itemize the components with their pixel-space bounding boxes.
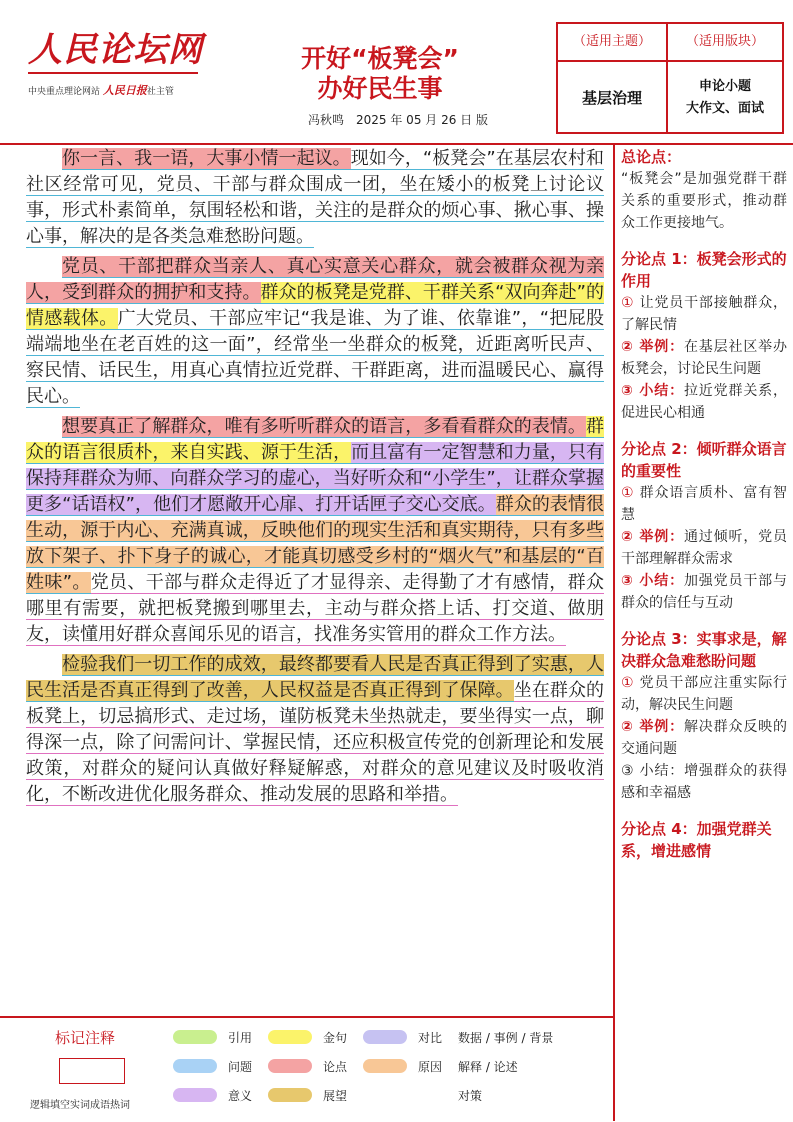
item-mark: ② 举例： xyxy=(621,339,684,355)
logo-subtitle xyxy=(28,82,203,98)
sub-point-2-title: 分论点 2：倾听群众语言的重要性 xyxy=(621,440,787,480)
legend-label: 金句 xyxy=(323,1031,348,1045)
item-text: 加强党员干部与群众的信任与互动 xyxy=(621,573,788,611)
item-mark: ③ xyxy=(621,763,635,779)
title-line-2: 办好民生事 xyxy=(317,74,443,103)
outline-sidebar xyxy=(621,146,787,876)
item-mark: ② 举例： xyxy=(621,719,684,735)
legend-label: 展望 xyxy=(323,1089,348,1103)
item-text: 让党员干部接触群众，了解民情 xyxy=(621,295,788,333)
logo-sub-brand: 人民日报 xyxy=(102,84,147,97)
legend-swatch xyxy=(268,1030,312,1044)
paragraph-1 xyxy=(26,146,604,250)
sub-point-1-title: 分论点 1：板凳会形式的作用 xyxy=(621,250,787,290)
legend-extra-2: 解释 / 论述 xyxy=(458,1060,518,1074)
total-thesis xyxy=(621,146,787,234)
section-tag-line-1: 申论小题 xyxy=(698,79,751,94)
legend-swatch xyxy=(363,1030,407,1044)
logo-sub-right: 社主管 xyxy=(146,87,174,97)
text-run: 党员、干部把群众当亲人、真心实意关心群众，就会被群众视为亲人，受到群众的拥护和支持。 xyxy=(26,256,604,303)
sub-point-1 xyxy=(621,248,787,424)
column-divider xyxy=(613,143,615,1121)
legend-label: 问题 xyxy=(228,1060,253,1074)
legend-label: 意义 xyxy=(228,1089,253,1103)
text-run: 想要真正了解群众，唯有多听听群众的语言，多看看群众的表情。 xyxy=(62,416,586,437)
legend-title: 标记注释 xyxy=(55,1029,116,1047)
legend-label: 对比 xyxy=(418,1031,443,1045)
sub-point-4 xyxy=(621,818,787,862)
text-run: 群众的表情很生动，源于内心、充满真诚，反映他们的现实生活和真实期待，只有多些放下架子、扑下身子的诚心，才能真切感受乡村的“烟火气”和基层的“百姓味”。 xyxy=(26,494,605,593)
paragraph-4 xyxy=(26,652,604,808)
item-mark: ① xyxy=(621,485,635,501)
article-body xyxy=(26,146,604,812)
paragraph-3 xyxy=(26,414,604,648)
text-run: 坐在群众的板凳上，切忌搞形式、走过场，谨防板凳未坐热就走，要坐得实一点，聊得深一点，除了问需问计、掌握民情，还应积极宣传党的创新理论和发展政策，对群众的疑问认真做好释疑解惑，对群众的意见建议及时吸收消化，不断改进优化服务群众、推动发展的思路和举措。 xyxy=(26,680,605,805)
item-text: 党员干部应注重实际行动，解决民生问题 xyxy=(621,675,788,713)
paragraph-2 xyxy=(26,254,604,410)
title-line-1: 开好“板凳会” xyxy=(301,44,459,73)
text-run: 党员、干部与群众走得近了才显得亲、走得勤了才有感情，群众哪里有需要，就把板凳搬到哪里去，主动与群众搭上话、打交道、做朋友，读懂用好群众喜闻乐见的语言，找准务实管用的群众工作方法。 xyxy=(26,572,604,645)
item-mark: ① xyxy=(621,295,635,311)
item-mark: ① xyxy=(621,675,635,691)
section-tag-label: （适用版块） xyxy=(668,24,782,62)
bottom-divider xyxy=(0,1016,613,1018)
legend-swatch xyxy=(173,1059,217,1073)
total-thesis-title: 总论点： xyxy=(621,148,682,166)
item-text: 解决群众反映的交通问题 xyxy=(621,719,788,757)
legend-sample-box xyxy=(59,1058,125,1084)
theme-tag-value: 基层治理 xyxy=(581,89,642,107)
theme-tag-box xyxy=(556,22,668,134)
item-mark: ② 举例： xyxy=(621,529,684,545)
sub-point-4-title: 分论点 4：加强党群关系，增进感情 xyxy=(621,820,772,860)
logo-sub-left: 中央重点理论网站 xyxy=(28,87,101,97)
logo-rule xyxy=(28,72,198,74)
item-text: 群众语言质朴、富有智慧 xyxy=(621,485,788,523)
item-text: 通过倾听，党员干部理解群众需求 xyxy=(621,529,788,567)
text-run: 你一言、我一语，大事小情一起议。 xyxy=(62,148,351,169)
legend-swatch xyxy=(268,1059,312,1073)
logo-text: 人民论坛网 xyxy=(28,30,203,70)
text-run: 群众的语言很质朴，来自实践、源于生活， xyxy=(26,416,604,463)
legend-label: 论点 xyxy=(323,1060,348,1074)
item-text: 小结：增强群众的获得感和幸福感 xyxy=(621,763,788,801)
item-text: 在基层社区举办板凳会，讨论民生问题 xyxy=(621,339,788,377)
total-thesis-text: “板凳会”是加强党群干群关系的重要形式，推动群众工作更接地气。 xyxy=(621,171,787,231)
legend-swatch xyxy=(173,1088,217,1102)
legend-note: 逻辑填空实词成语热词 xyxy=(30,1100,130,1111)
sub-point-3-title: 分论点 3：实事求是，解决群众急难愁盼问题 xyxy=(621,630,787,670)
site-logo xyxy=(28,30,203,98)
section-tag-line-2: 大作文、面试 xyxy=(685,101,764,116)
theme-tag-label: （适用主题） xyxy=(558,24,666,62)
text-run: 而且富有一定智慧和力量，只有保持拜群众为师、向群众学习的虚心，当好听众和“小学生”，让群众掌握更多“话语权”，他们才愿敞开心扉、打开话匣子交心交底。 xyxy=(26,442,605,515)
section-tag-value xyxy=(668,64,782,132)
section-tag-box xyxy=(668,22,784,134)
legend-label: 原因 xyxy=(418,1060,443,1074)
text-run: 现如今，“板凳会”在基层农村和社区经常可见，党员、干部与群众围成一团，坐在矮小的板凳上讨论议事，形式朴素简单，氛围轻松和谐，关注的是群众的烦心事、揪心事、操心事，解决的是各类急难愁盼问题。 xyxy=(26,148,604,247)
sub-point-3 xyxy=(621,628,787,804)
legend-extra-3: 对策 xyxy=(458,1089,483,1103)
legend-swatch xyxy=(363,1059,407,1073)
text-run: 广大党员、干部应牢记“我是谁、为了谁、依靠谁”，“把屁股端端地坐在老百姓的这一面”，经常坐一坐群众的板凳，近距离听民声、察民情、话民生，用真心真情拉近党群、干群距离，进而温暖民心、赢得民心。 xyxy=(26,308,605,407)
byline: 冯秋鸣 2025 年 05 月 26 日 版 xyxy=(308,113,488,127)
top-divider xyxy=(0,143,793,145)
item-mark: ③ 小结： xyxy=(621,573,684,589)
legend-swatch xyxy=(268,1088,312,1102)
legend-extra-1: 数据 / 事例 / 背景 xyxy=(458,1031,554,1045)
legend-label: 引用 xyxy=(228,1031,253,1045)
sub-point-2 xyxy=(621,438,787,614)
legend-swatch xyxy=(173,1030,217,1044)
text-run: 检验我们一切工作的成效，最终都要看人民是否真正得到了实惠，人民生活是否真正得到了改善，人民权益是否真正得到了保障。 xyxy=(26,654,604,701)
item-mark: ③ 小结： xyxy=(621,383,684,399)
item-text: 拉近党群关系，促进民心相通 xyxy=(621,383,788,421)
page-title xyxy=(260,44,500,104)
text-run: 群众的板凳是党群、干群关系“双向奔赴”的情感载体。 xyxy=(26,282,604,329)
